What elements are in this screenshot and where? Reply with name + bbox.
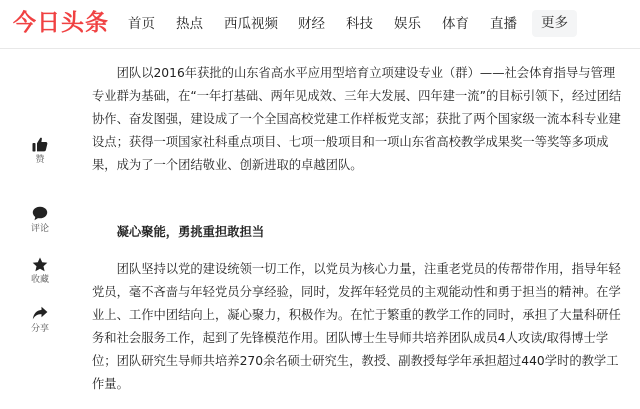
nav-more-button[interactable]: 更多 [532, 10, 577, 37]
top-navigation-bar [0, 0, 640, 49]
toutiao-logo[interactable]: 今日头条 [13, 10, 109, 36]
nav-item-finance[interactable]: 财经 [298, 16, 325, 32]
nav-item-hot[interactable]: 热点 [176, 16, 203, 32]
star-icon [32, 257, 48, 272]
nav-item-live[interactable]: 直播 [490, 16, 517, 32]
thumbs-up-icon [32, 137, 48, 152]
nav-item-home[interactable]: 首页 [128, 16, 155, 32]
comment-label: 评论 [30, 224, 49, 234]
comment-icon [32, 206, 48, 221]
article-paragraph-2: 团队坚持以党的建设统领一切工作，以党员为核心力量，注重老党员的传帮带作用，指导年轻党员，毫不吝啬与年轻党员分享经验，同时，发挥年轻党员的主观能动性和勇于担当的精神。在学业上、工作中团结向上，凝心聚力，积极作为。在忙于繁重的教学工作的同时，承担了大量科研任务和社会服务工作，起到了先锋模范作用。团队博士生导师共培养团队成员4人攻读/取得博士学位；团队研究生导师共培养270余名硕士研究生，教授、副教授每学年承担超过440学时的教学工作量。 [92, 262, 621, 391]
collect-button[interactable] [26, 257, 54, 286]
share-label: 分享 [30, 324, 49, 334]
like-label: 赞 [35, 155, 45, 165]
share-button[interactable] [26, 306, 54, 335]
like-button[interactable] [26, 137, 54, 166]
article-section-heading: 凝心聚能，勇挑重担敢担当 [116, 225, 265, 239]
nav-item-entertainment[interactable]: 娱乐 [394, 16, 421, 32]
collect-label: 收藏 [30, 275, 49, 285]
share-icon [32, 306, 48, 321]
nav-item-tech[interactable]: 科技 [346, 16, 373, 32]
article-paragraph-1: 团队以2016年获批的山东省高水平应用型培育立项建设专业（群）——社会体育指导与管理专业群为基础，在“一年打基础、两年见成效、三年大发展、四年建一流”的目标引领下，经过团结协作、奋发图强，建设成了一个全国高校党建工作样板党支部；获批了两个国家级一流本科专业建设点；获得一项国家社科重点项目、七项一般项目和一项山东省高校教学成果奖一等奖等多项成果，成为了一个团结敬业、创新进取的卓越团队。 [92, 66, 622, 172]
nav-item-sports[interactable]: 体育 [442, 16, 469, 32]
nav-item-xigua-video[interactable]: 西瓜视频 [224, 16, 278, 32]
comment-button[interactable] [26, 206, 54, 235]
